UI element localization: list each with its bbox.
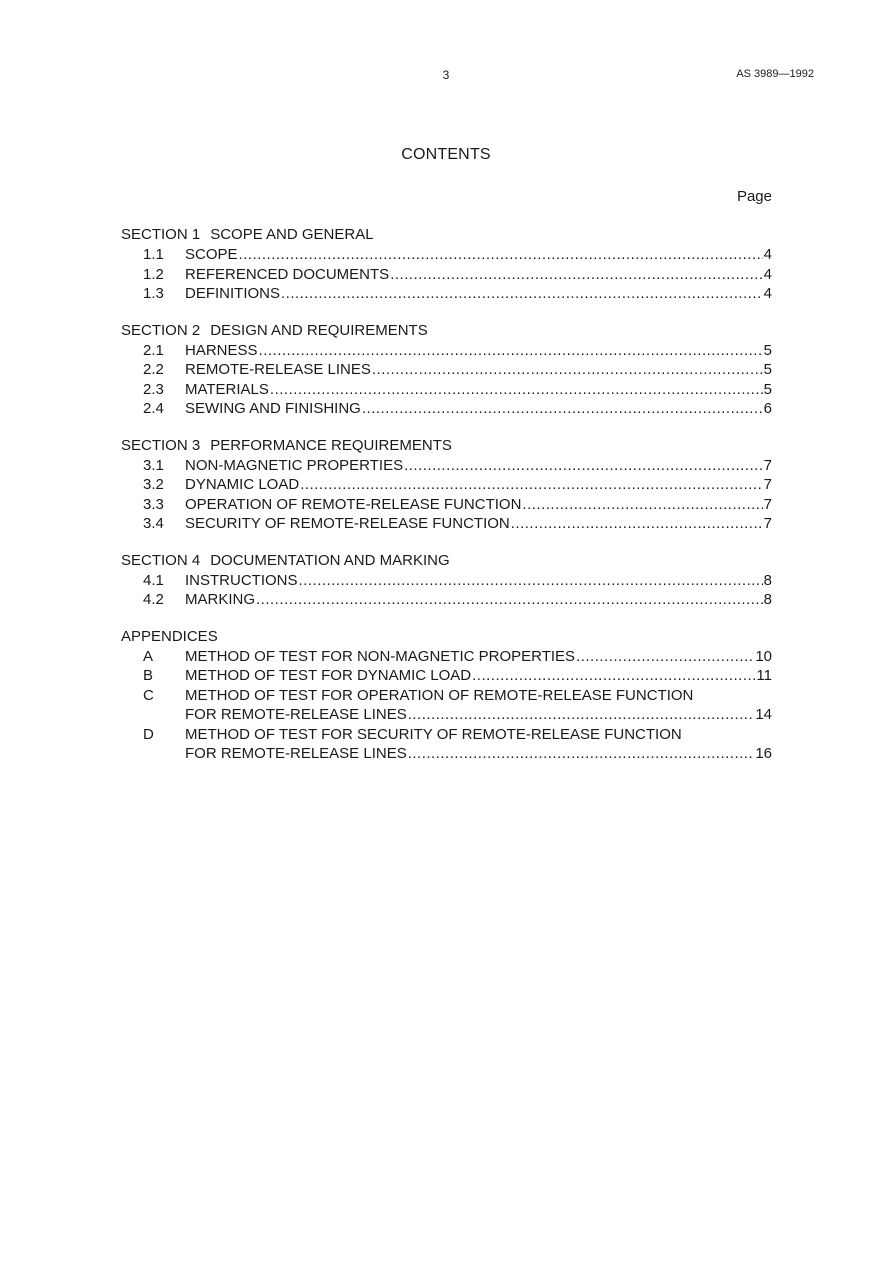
entry-title: REFERENCED DOCUMENTS — [185, 265, 390, 283]
entry-title: SEWING AND FINISHING — [185, 400, 361, 417]
entry-title-line-1: METHOD OF TEST FOR SECURITY OF REMOTE-RELEASE FUNCTION — [185, 725, 682, 743]
entry-title: METHOD OF TEST FOR NON-MAGNETIC PROPERTIES — [185, 647, 576, 665]
entry-title: DEFINITIONS — [185, 285, 281, 302]
entry-title: SECURITY OF REMOTE-RELEASE FUNCTION — [185, 515, 510, 532]
dot-leader — [576, 647, 754, 667]
entry-title: NON-MAGNETIC PROPERTIES — [185, 456, 404, 474]
section-heading — [121, 436, 772, 456]
entry-number: 4.2 — [143, 591, 164, 608]
entry-page: 7 — [763, 456, 772, 474]
entry-title: METHOD OF TEST FOR DYNAMIC LOAD — [185, 667, 472, 684]
toc-entry[interactable] — [121, 571, 772, 591]
entry-title: DYNAMIC LOAD — [185, 476, 300, 493]
dot-leader — [511, 514, 763, 534]
dot-leader — [390, 265, 762, 285]
toc-entry-appendix-a[interactable] — [121, 647, 772, 667]
toc-entry[interactable] — [121, 245, 772, 265]
entry-number: 3.3 — [143, 495, 164, 513]
toc-section-1 — [121, 225, 772, 304]
toc-entry[interactable] — [121, 475, 772, 495]
section-label: SECTION 1 — [121, 226, 201, 243]
section-heading — [121, 321, 772, 341]
entry-number: D — [143, 725, 154, 743]
entry-number: C — [143, 686, 154, 704]
entry-number: B — [143, 667, 154, 684]
section-heading — [121, 225, 772, 245]
dot-leader — [522, 495, 762, 515]
dot-leader — [408, 705, 755, 725]
toc-entry[interactable] — [121, 514, 772, 534]
toc-entry[interactable] — [121, 380, 772, 400]
appendices-heading: APPENDICES — [121, 627, 218, 645]
dot-leader — [372, 360, 763, 380]
entry-page: 7 — [763, 476, 772, 493]
entry-number: 3.1 — [143, 456, 164, 474]
entry-page: 6 — [763, 400, 772, 417]
dot-leader — [404, 456, 763, 476]
entry-number: 1.1 — [143, 246, 164, 263]
document-id: AS 3989—1992 — [736, 68, 814, 80]
contents-title: CONTENTS — [401, 146, 491, 163]
entry-number: 4.1 — [143, 571, 164, 589]
entry-page: 4 — [763, 265, 772, 283]
entry-page: 4 — [763, 285, 772, 302]
entry-number: 2.1 — [143, 341, 164, 359]
entry-page: 5 — [763, 380, 772, 398]
toc-section-2 — [121, 321, 772, 419]
entry-page: 5 — [763, 341, 772, 359]
section-label: SECTION 4 — [121, 551, 201, 569]
entry-number: 1.3 — [143, 285, 164, 302]
entry-page: 10 — [755, 647, 772, 665]
entry-page: 8 — [763, 591, 772, 608]
page-number: 3 — [442, 68, 450, 82]
toc-entry[interactable] — [121, 399, 772, 419]
entry-title-line-2: FOR REMOTE-RELEASE LINES — [185, 745, 407, 762]
entry-title-line-1: METHOD OF TEST FOR OPERATION OF REMOTE-RELEASE FUNCTION — [185, 686, 694, 704]
entry-number: 2.4 — [143, 400, 164, 417]
section-title: DOCUMENTATION AND MARKING — [210, 551, 450, 569]
table-of-contents — [121, 225, 772, 781]
section-title: PERFORMANCE REQUIREMENTS — [210, 436, 452, 454]
entry-title: INSTRUCTIONS — [185, 571, 298, 589]
toc-entry[interactable] — [121, 265, 772, 285]
section-heading — [121, 551, 772, 571]
dot-leader — [362, 399, 763, 419]
toc-entry-appendix-c[interactable] — [121, 686, 772, 706]
entry-title: MARKING — [185, 591, 256, 608]
dot-leader — [299, 571, 763, 591]
dot-leader — [259, 341, 763, 361]
toc-entry-appendix-d[interactable] — [121, 725, 772, 745]
dot-leader — [281, 284, 763, 304]
dot-leader — [300, 475, 762, 495]
toc-section-4 — [121, 551, 772, 610]
toc-entry[interactable] — [121, 456, 772, 476]
toc-entry[interactable] — [121, 360, 772, 380]
toc-entry-appendix-c-continued[interactable] — [121, 705, 772, 725]
dot-leader — [472, 666, 755, 686]
entry-title: HARNESS — [185, 341, 258, 359]
toc-section-3 — [121, 436, 772, 534]
entry-number: 2.3 — [143, 380, 164, 398]
toc-entry[interactable] — [121, 590, 772, 610]
entry-page: 4 — [763, 246, 772, 263]
page-column-label: Page — [736, 188, 772, 205]
toc-entry[interactable] — [121, 284, 772, 304]
entry-title: OPERATION OF REMOTE-RELEASE FUNCTION — [185, 495, 522, 513]
entry-title: REMOTE-RELEASE LINES — [185, 361, 371, 378]
entry-title-line-2: FOR REMOTE-RELEASE LINES — [185, 706, 407, 723]
section-label: SECTION 3 — [121, 436, 201, 454]
entry-number: 3.2 — [143, 476, 164, 493]
section-title: SCOPE AND GENERAL — [210, 226, 374, 243]
entry-number: 3.4 — [143, 515, 164, 532]
entry-page: 7 — [763, 495, 772, 513]
entry-number: 2.2 — [143, 361, 164, 378]
section-title: DESIGN AND REQUIREMENTS — [210, 321, 428, 339]
entry-page: 16 — [755, 745, 772, 762]
entry-page: 7 — [763, 515, 772, 532]
toc-entry[interactable] — [121, 341, 772, 361]
entry-page: 5 — [763, 361, 772, 378]
entry-title: MATERIALS — [185, 380, 269, 398]
dot-leader — [256, 590, 763, 610]
entry-page: 8 — [763, 571, 772, 589]
entry-page: 11 — [756, 667, 772, 684]
toc-entry-appendix-d-continued[interactable] — [121, 744, 772, 764]
dot-leader — [408, 744, 755, 764]
toc-entry-appendix-b[interactable] — [121, 666, 772, 686]
entry-page: 14 — [755, 706, 772, 723]
toc-appendices — [121, 627, 772, 764]
entry-number: 1.2 — [143, 265, 164, 283]
entry-title: SCOPE — [185, 246, 238, 263]
dot-leader — [239, 245, 763, 265]
toc-entry[interactable] — [121, 495, 772, 515]
section-label: SECTION 2 — [121, 321, 201, 339]
dot-leader — [270, 380, 763, 400]
entry-number: A — [143, 647, 154, 665]
